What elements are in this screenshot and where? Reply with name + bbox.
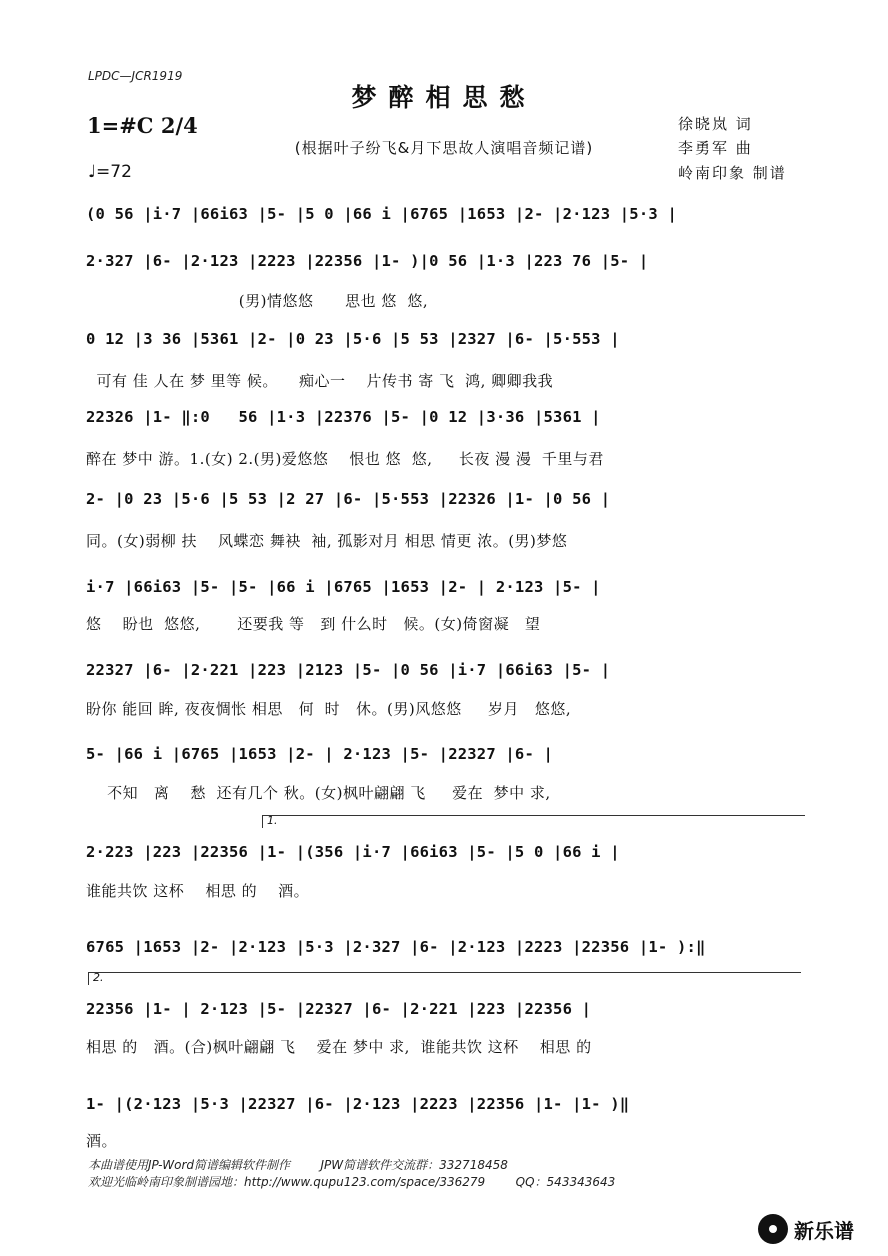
logo-text: 新乐谱: [794, 1218, 854, 1243]
score-line-10: 6765 |1653 |2- |2·123 |5·3 |2·327 |6- |2·123 |2223 |22356 |1- ):‖: [86, 938, 706, 956]
score-line-9: 2·223 |223 |22356 |1- |(356 |i·7 |66i63 |5- |5 0 |66 i |: [86, 843, 620, 861]
score-line-4: 22326 |1- ‖:0 56 |1·3 |22376 |5- |0 12 |3·36 |5361 |: [86, 408, 601, 426]
lyric-line-8: 不知 离 愁 还有几个 秋。(女)枫叶翩翩 飞 爱在 梦中 求,: [86, 784, 551, 802]
score-code: LPDC—JCR1919: [88, 69, 183, 83]
score-line-7: 22327 |6- |2·221 |223 |2123 |5- |0 56 |i·7 |66i63 |5- |: [86, 661, 611, 679]
lyric-line-6: 悠 盼也 悠悠, 还要我 等 到 什么时 候。(女)倚窗凝 望: [86, 615, 541, 633]
score-line-5: 2- |0 23 |5·6 |5 53 |2 27 |6- |5·553 |22326 |1- |0 56 |: [86, 490, 611, 508]
volta-second-bracket: [88, 972, 801, 985]
lyric-line-5: 同。(女)弱柳 扶 风蝶恋 舞袂 袖, 孤影对月 相思 情更 浓。(男)梦悠: [86, 532, 568, 550]
volta-first-label: 1.: [267, 814, 278, 827]
site-logo: [758, 1214, 854, 1244]
score-line-3: 0 12 |3 36 |5361 |2- |0 23 |5·6 |5 53 |2327 |6- |5·553 |: [86, 330, 620, 348]
music-disc-icon: [758, 1214, 788, 1244]
arranger-credit: 岭南印象 制谱: [678, 164, 787, 182]
lyric-line-7: 盼你 能回 眸, 夜夜惆怅 相思 何 时 休。(男)风悠悠 岁月 悠悠,: [86, 700, 572, 718]
lyric-line-2: (男)情悠悠 思也 悠 悠,: [86, 292, 429, 310]
score-line-12: 1- |(2·123 |5·3 |22327 |6- |2·123 |2223 |22356 |1- |1- )‖: [86, 1095, 630, 1113]
lyric-line-3: 可有 佳 人在 梦 里等 候。 痴心一 片传书 寄 飞 鸿, 卿卿我我: [86, 372, 554, 390]
score-line-1: (0 56 |i·7 |66i63 |5- |5 0 |66 i |6765 |1653 |2- |2·123 |5·3 |: [86, 205, 677, 223]
score-line-11: 22356 |1- | 2·123 |5- |22327 |6- |2·221 |223 |22356 |: [86, 1000, 592, 1018]
lyric-line-4: 醉在 梦中 游。1.(女) 2.(男)爱悠悠 恨也 悠 悠, 长夜 漫 漫 千里与君: [86, 450, 604, 468]
lyric-line-12: 酒。: [86, 1132, 118, 1150]
volta-second-label: 2.: [93, 971, 104, 984]
lyric-line-11: 相思 的 酒。(合)枫叶翩翩 飞 爱在 梦中 求, 谁能共饮 这杯 相思 的: [86, 1038, 592, 1056]
lyric-line-9: 谁能共饮 这杯 相思 的 酒。: [86, 882, 310, 900]
footer-line-1: 本曲谱使用JP-Word简谱编辑软件制作 JPW简谱软件交流群：332718458: [88, 1158, 508, 1172]
composer-credit: 李勇军 曲: [678, 139, 753, 157]
key-signature: 1=#C 2/4: [87, 113, 198, 138]
tempo-marking: ♩=72: [88, 162, 132, 182]
lyricist-credit: 徐晓岚 词: [678, 115, 753, 133]
page-title: 梦醉相思愁: [351, 83, 537, 112]
footer-line-2: 欢迎光临岭南印象制谱园地：http://www.qupu123.com/space/336279 QQ：543343643: [88, 1175, 616, 1189]
subtitle: (根据叶子纷飞&月下思故人演唱音频记谱): [294, 139, 594, 157]
score-line-2: 2·327 |6- |2·123 |2223 |22356 |1- )|0 56 |1·3 |223 76 |5- |: [86, 252, 649, 270]
score-line-8: 5- |66 i |6765 |1653 |2- | 2·123 |5- |22327 |6- |: [86, 745, 554, 763]
score-line-6: i·7 |66i63 |5- |5- |66 i |6765 |1653 |2- | 2·123 |5- |: [86, 578, 601, 596]
volta-first-bracket: [262, 815, 805, 828]
